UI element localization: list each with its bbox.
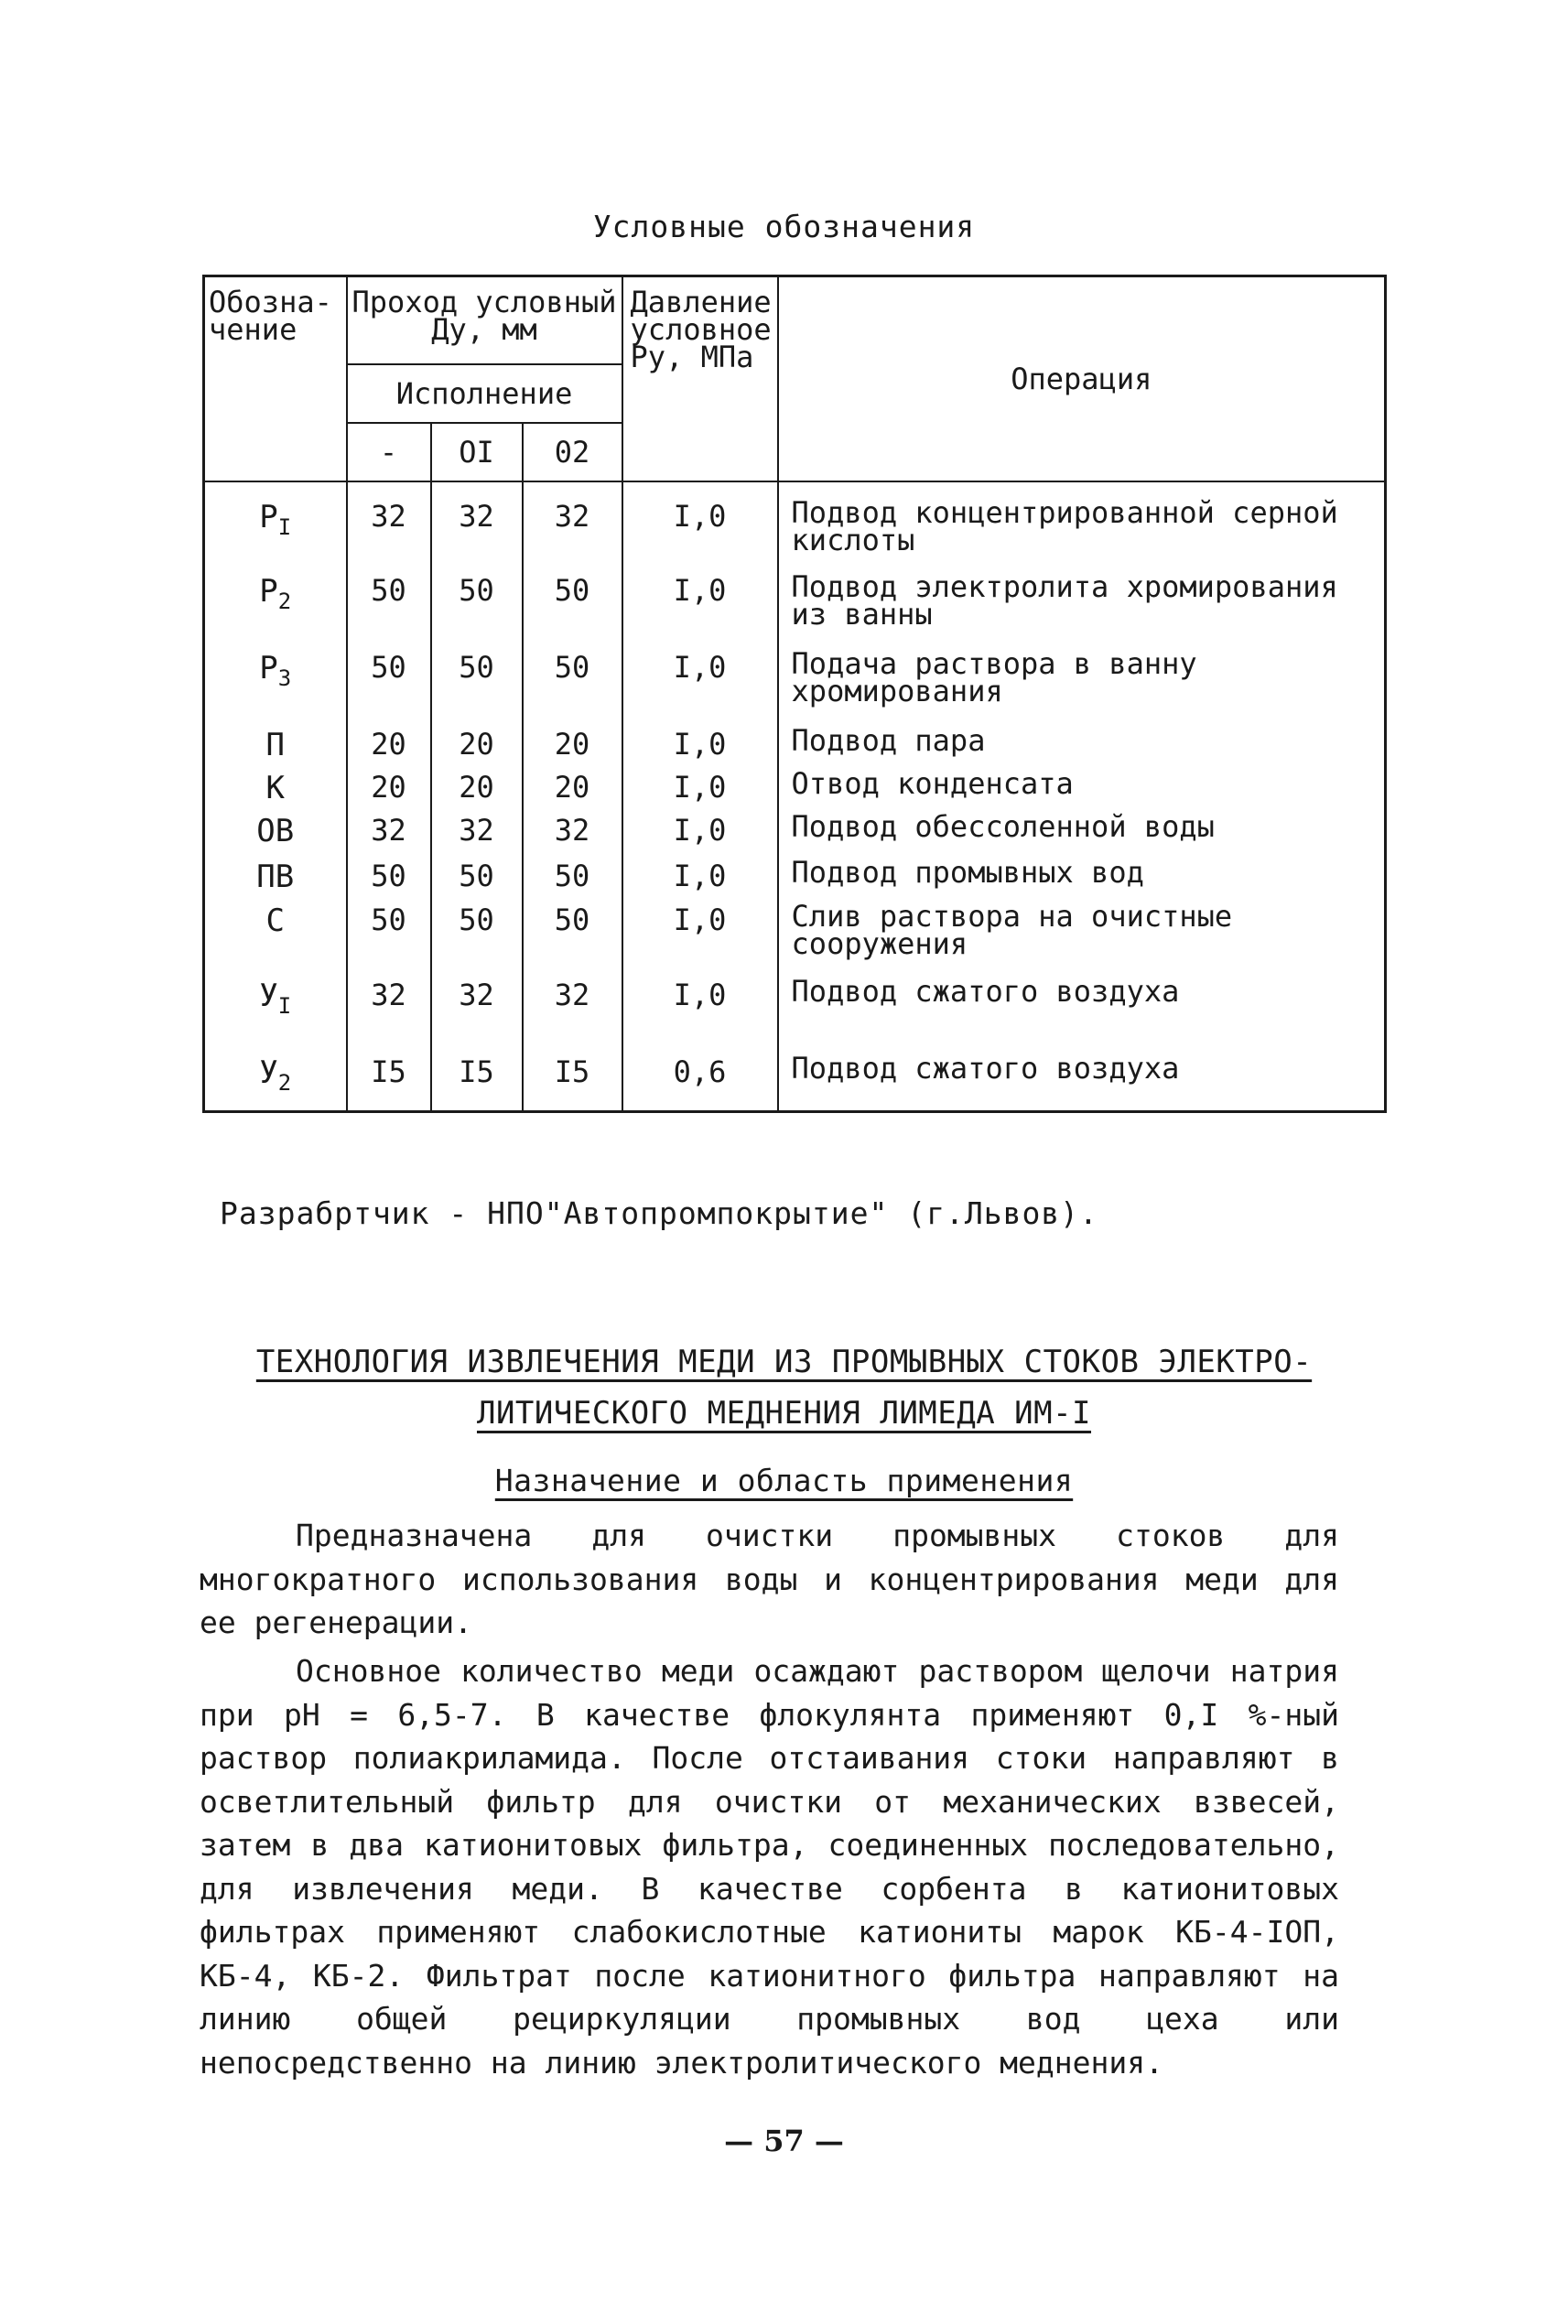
row-operation: Подвод сжатого воздуха [778,1054,1386,1112]
subsection-heading [0,1463,1568,1498]
row-bore: 50 [347,859,431,903]
row-pressure: I,0 [622,903,778,978]
row-code: $P_I$ [204,481,347,573]
row-operation: Подвод промывных вод [778,859,1386,903]
row-bore: 32 [347,813,431,859]
row-code: ОВ [204,813,347,859]
row-bore: 50 [431,650,523,727]
row-bore: 50 [347,903,431,978]
row-pressure: 0,6 [622,1054,778,1112]
table-row [204,903,1386,978]
table-row [204,1054,1386,1112]
page-number: — 57 — [724,2124,844,2158]
row-bore: 32 [431,481,523,573]
row-operation: Подвод концентрированной серной кислоты [778,481,1386,573]
section-heading-continued [0,1395,1568,1432]
row-pressure: I,0 [622,481,778,573]
row-bore: 32 [431,813,523,859]
row-code: ПВ [204,859,347,903]
row-bore: 32 [523,481,622,573]
row-bore: 50 [347,573,431,650]
row-code: $У_2$ [204,1054,347,1112]
table-row [204,727,1386,770]
table-row [204,859,1386,903]
row-pressure: I,0 [622,650,778,727]
header-exec-col: - [347,423,431,481]
row-code: $P_2$ [204,573,347,650]
row-bore: I5 [431,1054,523,1112]
row-pressure: I,0 [622,573,778,650]
header-designation: Обозна-чение [204,276,347,481]
table-row [204,481,1386,573]
row-code: $P_3$ [204,650,347,727]
paragraph-purpose [200,1514,1339,1645]
section-heading-line-1: ТЕХНОЛОГИЯ ИЗВЛЕЧЕНИЯ МЕДИ ИЗ ПРОМЫВНЫХ СТОКОВ ЭЛЕКТРО- [255,1344,1313,1380]
row-pressure: I,0 [622,859,778,903]
row-code: С [204,903,347,978]
row-bore: I5 [347,1054,431,1112]
paragraph-text: Основное количество меди осаждают раствором щелочи натрия при рН = 6,5-7. В качестве флокулянта применяют 0,I %-ный раствор полиакриламида. После отстаивания стоки направляют в осветлительный фильтр для очистки от механических взвесей, затем в два катионитовых фильтра, соединенных последовательно, для извлечения меди. В качестве сорбента в катионитовых фильтрах применяют слабокислотные катиониты марок КБ-4-IОП, КБ-4, КБ-2. Фильтрат после катионитного фильтра направляют на линию общей рециркуляции промывных вод цеха или непосредственно на линию электролитического меднения. [200,1653,1339,2081]
row-operation: Слив раствора на очистные сооружения [778,903,1386,978]
row-bore: 50 [523,573,622,650]
row-code: П [204,727,347,770]
row-bore: 32 [347,481,431,573]
row-bore: 32 [431,978,523,1054]
developer-line: Разрабртчик - НПО"Автопромпокрытие" (г.Львов). [220,1195,1098,1231]
row-bore: 20 [523,770,622,813]
row-operation: Подвод обессоленной воды [778,813,1386,859]
section-heading [0,1344,1568,1380]
legend-table [202,275,1387,1113]
row-bore: 32 [347,978,431,1054]
header-operation: Операция [778,276,1386,481]
table-row [204,573,1386,650]
row-bore: 20 [431,770,523,813]
row-pressure: I,0 [622,813,778,859]
row-operation: Подвод сжатого воздуха [778,978,1386,1054]
table-row [204,813,1386,859]
header-nominal-bore: Проход условный Ду, мм [347,276,622,364]
row-bore: 20 [523,727,622,770]
header-exec-col: OI [431,423,523,481]
section-heading-line-2: ЛИТИЧЕСКОГО МЕДНЕНИЯ ЛИМЕДА ИМ-I [476,1395,1092,1432]
row-bore: 20 [347,770,431,813]
row-pressure: I,0 [622,727,778,770]
row-bore: 20 [431,727,523,770]
table-row [204,978,1386,1054]
row-code: К [204,770,347,813]
table-row [204,770,1386,813]
row-bore: 50 [431,859,523,903]
paragraph-text: Предназначена для очистки промывных стоков для многократного использования воды и концентрирования меди для ее регенерации. [200,1518,1339,1640]
row-bore: 50 [523,859,622,903]
subsection-heading-text: Назначение и область применения [494,1463,1074,1498]
row-bore: 50 [523,903,622,978]
header-pressure: Давление условное Ру, МПа [622,276,778,481]
row-operation: Подвод электролита хромирования из ванны [778,573,1386,650]
row-bore: 32 [523,978,622,1054]
table-title: Условные обозначения [592,209,976,244]
row-operation: Подача раствора в ванну хромирования [778,650,1386,727]
header-exec-col: 02 [523,423,622,481]
row-bore: 50 [347,650,431,727]
row-operation: Подвод пара [778,727,1386,770]
table-row [204,650,1386,727]
row-bore: 50 [523,650,622,727]
row-bore: 20 [347,727,431,770]
row-bore: 32 [523,813,622,859]
row-bore: I5 [523,1054,622,1112]
row-code: $У_I$ [204,978,347,1054]
header-execution: Исполнение [347,364,622,423]
paragraph-process [200,1649,1339,2084]
row-bore: 50 [431,573,523,650]
row-pressure: I,0 [622,978,778,1054]
row-operation: Отвод конденсата [778,770,1386,813]
row-pressure: I,0 [622,770,778,813]
row-bore: 50 [431,903,523,978]
